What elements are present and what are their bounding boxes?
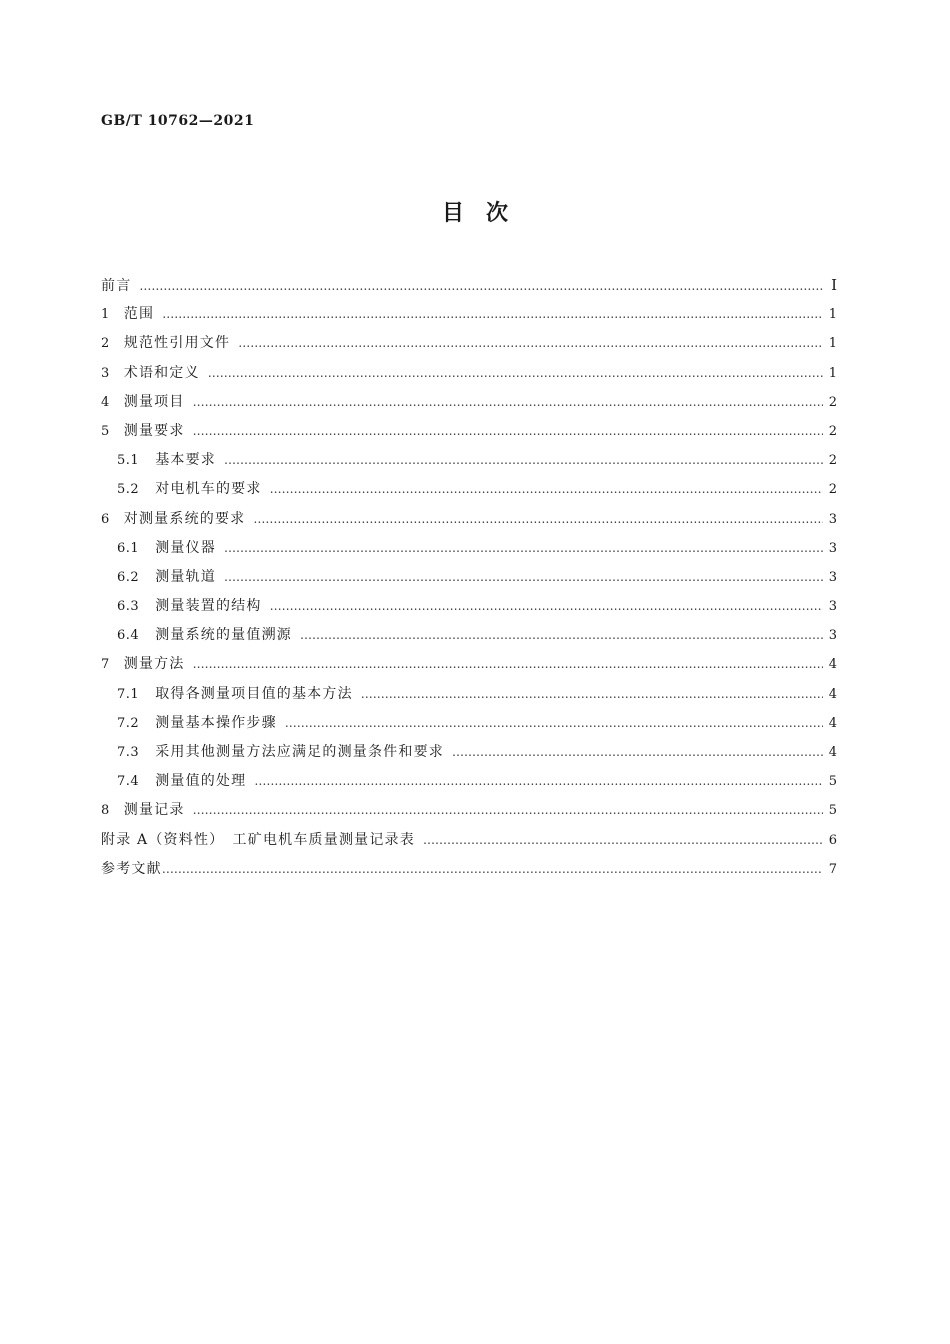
toc-section-number: 6 — [101, 511, 110, 527]
toc-entry-8[interactable] — [101, 796, 837, 825]
toc-page-number: 3 — [828, 628, 837, 644]
toc-dot-leader — [270, 475, 823, 504]
toc-section-number: 5.1 — [117, 453, 140, 469]
toc-dot-leader — [193, 650, 823, 679]
toc-entry-label: 测量值的处理 — [155, 773, 247, 790]
toc-entry-1[interactable] — [101, 300, 837, 329]
toc-page-number: 2 — [828, 453, 837, 469]
toc-page-number: 2 — [828, 423, 837, 439]
toc-entry-label: 测量要求 — [123, 422, 185, 439]
toc-page-number: 3 — [828, 599, 837, 615]
toc-section-number: 6.4 — [117, 628, 140, 644]
toc-section-number: 8 — [101, 803, 110, 819]
toc-section-number: 7.3 — [117, 745, 140, 760]
toc-entry-label: 取得各测量项目值的基本方法 — [155, 685, 353, 702]
toc-section-number: 6.2 — [117, 569, 140, 585]
toc-dot-leader — [224, 446, 823, 475]
toc-entry-label: 测量系统的量值溯源 — [155, 627, 292, 644]
toc-dot-leader — [423, 826, 823, 855]
toc-entry-label: 范围 — [123, 306, 155, 323]
toc-entry-label: 测量轨道 — [155, 568, 216, 585]
toc-section-number: 6.3 — [117, 599, 140, 615]
toc-page-number: 4 — [828, 745, 837, 760]
toc-entry-6-4[interactable] — [101, 621, 837, 650]
toc-entry-7[interactable] — [101, 650, 837, 679]
toc-page-number: 5 — [828, 803, 837, 819]
toc-entry-label: 采用其他测量方法应满足的测量条件和要求 — [155, 744, 444, 760]
toc-entry-label: 测量基本操作步骤 — [155, 714, 277, 731]
toc-dot-leader — [238, 329, 823, 358]
toc-section-number: 4 — [101, 394, 110, 410]
toc-entry-label: 对电机车的要求 — [155, 481, 262, 498]
toc-entry-label: 测量项目 — [123, 393, 185, 410]
toc-entry-references[interactable] — [101, 855, 837, 884]
toc-page-number: Ⅰ — [831, 276, 837, 294]
toc-page-number: 1 — [828, 307, 837, 323]
toc-page-number: 4 — [828, 686, 837, 702]
toc-section-number: 5.2 — [117, 482, 140, 498]
toc-title: 目 次 — [441, 201, 508, 226]
toc-entry-5-1[interactable] — [101, 446, 837, 475]
toc-dot-leader — [139, 272, 823, 301]
toc-entry-label: 前言 — [101, 278, 132, 294]
toc-page-number: 3 — [828, 511, 837, 527]
toc-section-number: 7 — [101, 657, 110, 673]
toc-dot-leader — [300, 621, 823, 650]
toc-entry-foreword[interactable] — [101, 271, 837, 300]
toc-dot-leader — [208, 359, 823, 388]
toc-entry-7-4[interactable] — [101, 767, 837, 796]
toc-dot-leader — [270, 592, 823, 621]
toc-entry-6-1[interactable] — [101, 534, 837, 563]
toc-entry-2[interactable] — [101, 329, 837, 358]
toc-section-number: 3 — [101, 365, 110, 381]
toc-dot-leader — [254, 767, 823, 796]
toc-page-number: 4 — [828, 657, 837, 673]
toc-entry-label: 术语和定义 — [123, 364, 200, 381]
toc-dot-leader — [162, 855, 823, 884]
toc-section-number: 6.1 — [117, 540, 140, 556]
toc-entry-7-2[interactable] — [101, 709, 837, 738]
toc-entry-label: 测量方法 — [123, 656, 185, 673]
toc-entry-label: 基本要求 — [155, 452, 216, 469]
toc-page-number: 1 — [828, 365, 837, 381]
toc-entry-appendix-a[interactable] — [101, 826, 837, 855]
toc-entry-6-3[interactable] — [101, 592, 837, 621]
toc-section-number: 7.2 — [117, 715, 140, 731]
toc-entry-6[interactable] — [101, 505, 837, 534]
toc-entry-4[interactable] — [101, 388, 837, 417]
toc-page-number: 3 — [828, 540, 837, 556]
toc-entry-label: 附录 A（资料性） 工矿电机车质量测量记录表 — [101, 831, 415, 848]
toc-dot-leader — [193, 417, 823, 446]
toc-entry-label: 测量记录 — [123, 802, 185, 819]
toc-entry-label: 参考文献 — [101, 860, 162, 877]
toc-entry-label: 测量仪器 — [155, 539, 216, 556]
toc-page-number: 2 — [828, 482, 837, 498]
toc-entry-label: 对测量系统的要求 — [123, 510, 246, 527]
toc-entry-6-2[interactable] — [101, 563, 837, 592]
table-of-contents — [101, 271, 837, 884]
toc-page-number: 1 — [828, 336, 837, 352]
toc-section-number: 5 — [101, 423, 110, 439]
toc-dot-leader — [162, 300, 823, 329]
toc-dot-leader — [452, 738, 823, 767]
toc-dot-leader — [361, 680, 823, 709]
toc-section-number: 2 — [101, 336, 110, 352]
toc-page-number: 7 — [828, 861, 837, 877]
toc-section-number: 7.1 — [117, 686, 140, 702]
toc-dot-leader — [253, 505, 823, 534]
toc-entry-5-2[interactable] — [101, 475, 837, 504]
toc-dot-leader — [193, 388, 823, 417]
toc-page-number: 2 — [828, 394, 837, 410]
toc-page-number: 6 — [828, 832, 837, 848]
toc-section-number: 1 — [101, 307, 110, 323]
toc-entry-7-3[interactable] — [101, 738, 837, 767]
document-code: GB/T 10762—2021 — [101, 113, 255, 129]
toc-dot-leader — [224, 534, 823, 563]
toc-entry-5[interactable] — [101, 417, 837, 446]
toc-entry-label: 规范性引用文件 — [123, 335, 231, 352]
toc-page-number: 5 — [828, 774, 837, 790]
toc-dot-leader — [285, 709, 823, 738]
toc-page-number: 3 — [828, 569, 837, 585]
toc-section-number: 7.4 — [117, 774, 140, 790]
toc-entry-3[interactable] — [101, 359, 837, 388]
toc-dot-leader — [193, 796, 823, 825]
toc-entry-7-1[interactable] — [101, 680, 837, 709]
toc-entry-label: 测量装置的结构 — [155, 598, 262, 615]
toc-dot-leader — [224, 563, 823, 592]
toc-page-number: 4 — [828, 715, 837, 731]
